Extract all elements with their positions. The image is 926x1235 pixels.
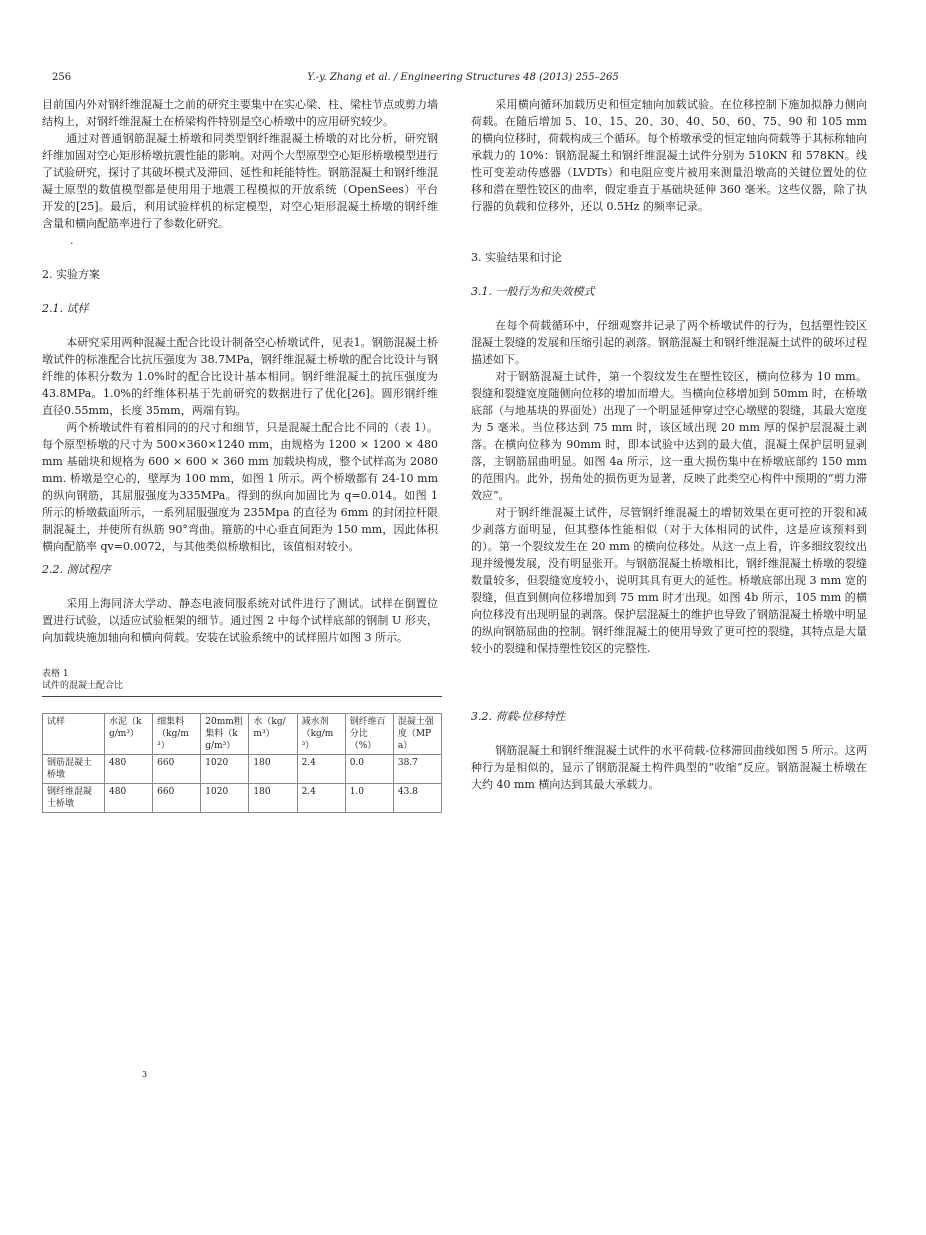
section-3-1-paragraph-1: 在每个荷载循环中，仔细观察并记录了两个桥墩试件的行为，包括塑性铰区混凝土裂缝的发展和压缩引起的剥落。钢筋混凝土和钢纤维混凝土试件的破坏过程描述如下。 — [471, 319, 867, 366]
table-cell: 1020 — [201, 755, 249, 784]
left-column — [42, 96, 438, 813]
section-3-1-title: 3.1. 一般行为和失效模式 — [471, 285, 595, 298]
table-cell: 660 — [153, 755, 201, 784]
table-header-cell: 水（kg/m³） — [249, 714, 297, 755]
table-cell: 2.4 — [297, 755, 345, 784]
table-cell: 180 — [249, 755, 297, 784]
table-caption: 试件的混凝土配合比 — [42, 681, 124, 691]
page-number: 256 — [52, 72, 72, 83]
section-3-title: 3. 实验结果和讨论 — [471, 251, 562, 264]
table-header-cell: 细集料（kg/m³） — [153, 714, 201, 755]
table-cell: 2.4 — [297, 784, 345, 813]
table-cell: 0.0 — [345, 755, 393, 784]
table-cell: 钢筋混凝土桥墩 — [43, 755, 105, 784]
table-header-cell: 20mm粗集料（kg/m³） — [201, 714, 249, 755]
table-cell: 480 — [105, 784, 153, 813]
intro-paragraph-1: 目前国内外对钢纤维混凝土之前的研究主要集中在实心梁、柱、梁柱节点或剪力墙结构上，对钢纤维混凝土在桥梁构件特别是空心桥墩中的应用研究较少。 — [42, 98, 438, 128]
section-3-2-paragraph-1: 钢筋混凝土和钢纤维混凝土试件的水平荷载-位移滞回曲线如图 5 所示。这两种行为是相似的，显示了钢筋混凝土构件典型的“收缩”反应。钢筋混凝土桥墩在大约 40 mm 横向达到其最大承载力。 — [471, 744, 867, 791]
table-top-rule — [42, 696, 442, 697]
mix-proportion-table — [42, 713, 442, 813]
stray-dot: . — [70, 234, 74, 247]
table-row — [43, 784, 442, 813]
intro-paragraph-2: 通过对普通钢筋混凝土桥墩和同类型钢纤维混凝土桥墩的对比分析，研究钢纤维加固对空心矩形桥墩抗震性能的影响。对两个大型原型空心矩形桥墩模型进行了试验研究，探讨了其破坏模式及滞回、延性和耗能特性。钢筋混凝土和钢纤维混凝土原型的数值模型都是使用用于地震工程模拟的开放系统（OpenSees）平台开发的[25]。最后，利用试验样机的标定模型，对空心矩形混凝土桥墩的钢纤维含量和横向配筋率进行了参数化研究。 — [42, 132, 438, 230]
table-header-row — [43, 714, 442, 755]
footnote-marker: 3 — [142, 1070, 148, 1079]
table-cell: 38.7 — [393, 755, 441, 784]
table-header-cell: 水泥（kg/m³） — [105, 714, 153, 755]
table-header-cell: 钢纤维百分比（%） — [345, 714, 393, 755]
section-2-1-paragraph-1: 本研究采用两种混凝土配合比设计制备空心桥墩试件，见表1。钢筋混凝土桥墩试件的标准配合比抗压强度为 38.7MPa，钢纤维混凝土桥墩的配合比设计与钢纤维的体积分数为 1.0%时的配合比设计基本相同。钢纤维混凝土的抗压强度为 43.8MPa。1.0%的纤维体积基于先前研究的数据进行了优化[26]。圆形钢纤维直径0.55mm，长度 35mm，两端有钩。 — [42, 336, 438, 417]
section-2-2-paragraph-1: 采用上海同济大学动、静态电液伺服系统对试件进行了测试。试样在倒置位置进行试验，以适应试验框架的细节。通过图 2 中每个试样底部的钢制 U 形夹，向加载块施加轴向和横向荷载。安装在试验系统中的试样照片如图 3 所示。 — [42, 597, 438, 644]
table-header-cell: 混凝土强度（MPa） — [393, 714, 441, 755]
right-column — [471, 96, 867, 793]
section-3-2-title: 3.2. 荷载-位移特性 — [471, 710, 566, 723]
table-cell: 480 — [105, 755, 153, 784]
section-2-title: 2. 实验方案 — [42, 268, 100, 281]
section-2-2-title: 2.2. 测试程序 — [42, 563, 111, 576]
table-row — [43, 755, 442, 784]
table-header-cell: 减水剂（kg/m³） — [297, 714, 345, 755]
table-cell: 180 — [249, 784, 297, 813]
section-2-1-paragraph-2: 两个桥墩试件有着相同的的尺寸和细节，只是混凝土配合比不同的（表 1）。每个原型桥墩的尺寸为 500×360×1240 mm，由规格为 1200 × 1200 × 480 mm 基础块和规格为 600 × 600 × 360 mm 加载块构成，整个试样高为 2080 mm. 桥墩是空心的，壁厚为 100 mm，如图 1 所示。两个桥墩都有 24-10 mm 的纵向钢筋，其屈服强度为335MPa。得到的纵向加固比为 q=0.014。如图 1 所示的桥墩截面所示，一系列屈服强度为 235Mpa 的直径为 6mm 的封闭拉杆限制混凝土，并使所有纵筋 90°弯曲。箍筋的中心垂直间距为 150 mm，因此体积横向配筋率 qv=0.0072，与其他类似桥墩相比，该值相对较小。 — [42, 421, 438, 553]
section-3-1-paragraph-3: 对于钢纤维混凝土试件，尽管钢纤维混凝土的增韧效果在更可控的开裂和减少剥落方面明显，但其整体性能相似（对于大体相同的试件，这是应该预料到的）。第一个裂纹发生在 20 mm 的横向位移处。从这一点上看，许多细纹裂纹出现并缓慢发展，没有明显张开。与钢筋混凝土桥墩相比，钢纤维混凝土桥墩的裂缝数量较多，但裂缝宽度较小，说明其具有更大的延性。桥墩底部出现 3 mm 宽的裂缝，但直到侧向位移增加到 75 mm 时才出现。如图 4b 所示，105 mm 的横向位移没有出现明显的剥落。保护层混凝土的维护也导致了钢筋混凝土桥墩中明显的纵向钢筋屈曲的控制。钢纤维混凝土的使用导致了更可控的裂缝，其特点是大量较小的裂缝和保持塑性铰区的完整性. — [471, 506, 867, 655]
table-cell: 钢纤维混凝土桥墩 — [43, 784, 105, 813]
table-header-cell: 试样 — [43, 714, 105, 755]
section-2-1-title: 2.1. 试样 — [42, 302, 89, 315]
table-cell: 660 — [153, 784, 201, 813]
table-label: 表格 1 — [42, 669, 69, 679]
table-cell: 1.0 — [345, 784, 393, 813]
table-cell: 1020 — [201, 784, 249, 813]
section-3-1-paragraph-2: 对于钢筋混凝土试件，第一个裂纹发生在塑性铰区，横向位移为 10 mm。裂缝和裂缝宽度随侧向位移的增加而增大。当横向位移增加到 50mm 时，在桥墩底部（与地基块的界面处）出现了一个明显延伸穿过空心墩壁的裂缝，其最大宽度为 5 毫米。当位移达到 75 mm 时，该区域出现 20 mm 厚的保护层混凝土剥落。在横向位移为 90mm 时，即本试验中达到的最大值，混凝土保护层明显剥落，主钢筋屈曲明显。如图 4a 所示，这一重大损伤集中在桥墩底部约 150 mm 的范围内。此外，拐角处的损伤更为显著，反映了此类空心构件中预期的“剪力滞效应”。 — [471, 370, 867, 502]
table-cell: 43.8 — [393, 784, 441, 813]
running-head: Y.-y. Zhang et al. / Engineering Structures 48 (2013) 255–265 — [307, 72, 619, 83]
section-2-2-paragraph-2: 采用横向循环加载历史和恒定轴向加载试验。在位移控制下施加拟静力侧向荷载。在随后增加 5、10、15、20、30、40、50、60、75、90 和 105 mm 的横向位移时，荷载构成三个循环。每个桥墩承受的恒定轴向荷载等于其标称轴向承载力的 10%：钢筋混凝土和钢纤维混凝土试件分别为 510KN 和 578KN。线性可变差动传感器（LVDTs）和电阻应变片被用来测量沿墩高的关键位置处的位移和潜在塑性铰区的曲率，假定垂直于基础块延伸 360 毫米。这些仪器，除了执行器的负载和位移外，还以 0.5Hz 的频率记录。 — [471, 98, 867, 213]
